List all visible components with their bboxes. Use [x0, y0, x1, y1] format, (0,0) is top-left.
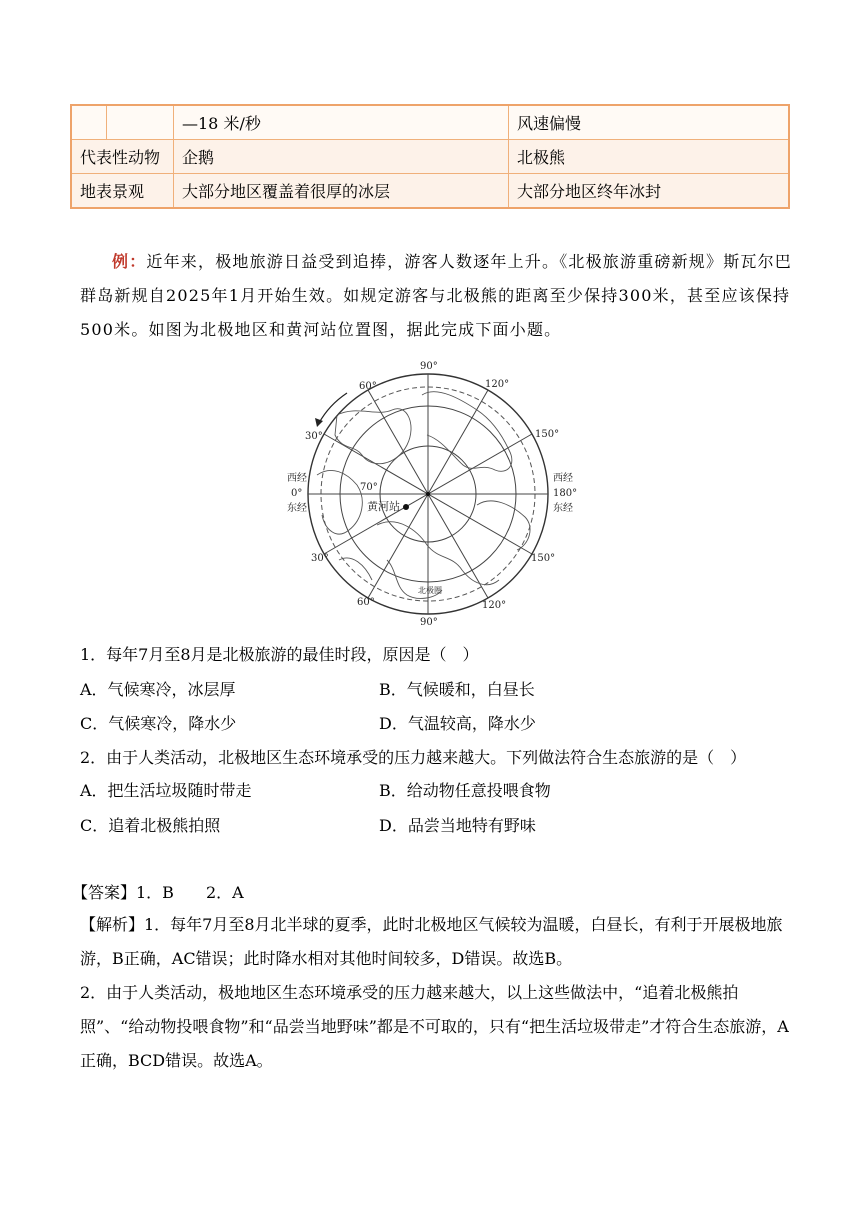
map-label: 90° [420, 617, 438, 628]
map-label: 150° [531, 553, 556, 564]
table-cell [71, 105, 107, 140]
example-paragraph [80, 245, 792, 347]
map-label: 北极圈 [418, 586, 442, 595]
map-label: 180° [553, 488, 578, 499]
answer-line: 【答案】1．B 2．A [72, 883, 244, 902]
option-b: B．气候暖和，白昼长 [379, 680, 535, 699]
option-b: B．给动物任意投喂食物 [379, 781, 551, 800]
table-row [71, 105, 789, 140]
coastlines [317, 392, 530, 599]
option-c: C．追着北极熊拍照 [80, 816, 221, 835]
comparison-table [70, 104, 790, 209]
map-label: 120° [485, 379, 510, 390]
option-a: A．气候寒冷，冰层厚 [80, 680, 236, 699]
station-marker [403, 504, 409, 510]
question-stem: 2．由于人类活动，北极地区生态环境承受的压力越来越大。下列做法符合生态旅游的是（ ） [80, 748, 747, 767]
option-c: C．气候寒冷，降水少 [80, 714, 237, 733]
table-cell [107, 105, 174, 140]
table-row [71, 140, 789, 174]
map-label: 黄河站 [367, 500, 400, 513]
table-row [71, 174, 789, 209]
example-label: 例： [112, 252, 147, 271]
table-cell: 大部分地区终年冰封 [509, 174, 790, 209]
option-a: A．把生活垃圾随时带走 [80, 781, 252, 800]
explanation-1: 【解析】1．每年7月至8月北半球的夏季，此时北极地区气候较为温暖，白昼长，有利于开展极地旅游，B正确，AC错误；此时降水相对其他时间较多，D错误。故选B。 [80, 915, 783, 968]
option-d: D．气温较高，降水少 [379, 714, 536, 733]
map-label: 70° [360, 482, 378, 493]
north-pole-point [426, 492, 430, 496]
map-label: 120° [482, 600, 507, 611]
table-row-label: 地表景观 [71, 174, 174, 209]
explanation-2: 2．由于人类活动，极地地区生态环境承受的压力越来越大，以上这些做法中，“追着北极熊拍照”、“给动物投喂食物”和“品尝当地野味”都是不可取的，只有“把生活垃圾带走”才符合生态旅游，A正确，BCD错误。故选A。 [80, 983, 789, 1070]
table-cell: 北极熊 [509, 140, 790, 174]
table-cell: —18 米/秒 [174, 105, 509, 140]
map-label: 30° [311, 553, 329, 564]
map-label: 西经 [553, 473, 573, 484]
map-label: 东经 [553, 503, 573, 514]
map-label: 西经 [287, 473, 307, 484]
question-stem: 1．每年7月至8月是北极旅游的最佳时段，原因是（ ） [80, 645, 479, 664]
map-label: 东经 [287, 503, 307, 514]
table-cell: 风速偏慢 [509, 105, 790, 140]
option-d: D．品尝当地特有野味 [379, 816, 536, 835]
map-label: 60° [357, 597, 375, 608]
map-label: 90° [420, 361, 438, 372]
map-label: 60° [359, 381, 377, 392]
map-label: 0° [291, 488, 303, 499]
table-cell: 企鹅 [174, 140, 509, 174]
table-row-label: 代表性动物 [71, 140, 174, 174]
map-label: 30° [305, 431, 323, 442]
map-label: 150° [535, 429, 560, 440]
table-cell: 大部分地区覆盖着很厚的冰层 [174, 174, 509, 209]
example-text: 近年来，极地旅游日益受到追捧，游客人数逐年上升。《北极旅游重磅新规》斯瓦尔巴群岛新规自2025年1月开始生效。如规定游客与北极熊的距离至少保持300米，甚至应该保持500米。如图为北极地区和黄河站位置图，据此完成下面小题。 [80, 252, 793, 339]
arctic-map [277, 355, 587, 628]
